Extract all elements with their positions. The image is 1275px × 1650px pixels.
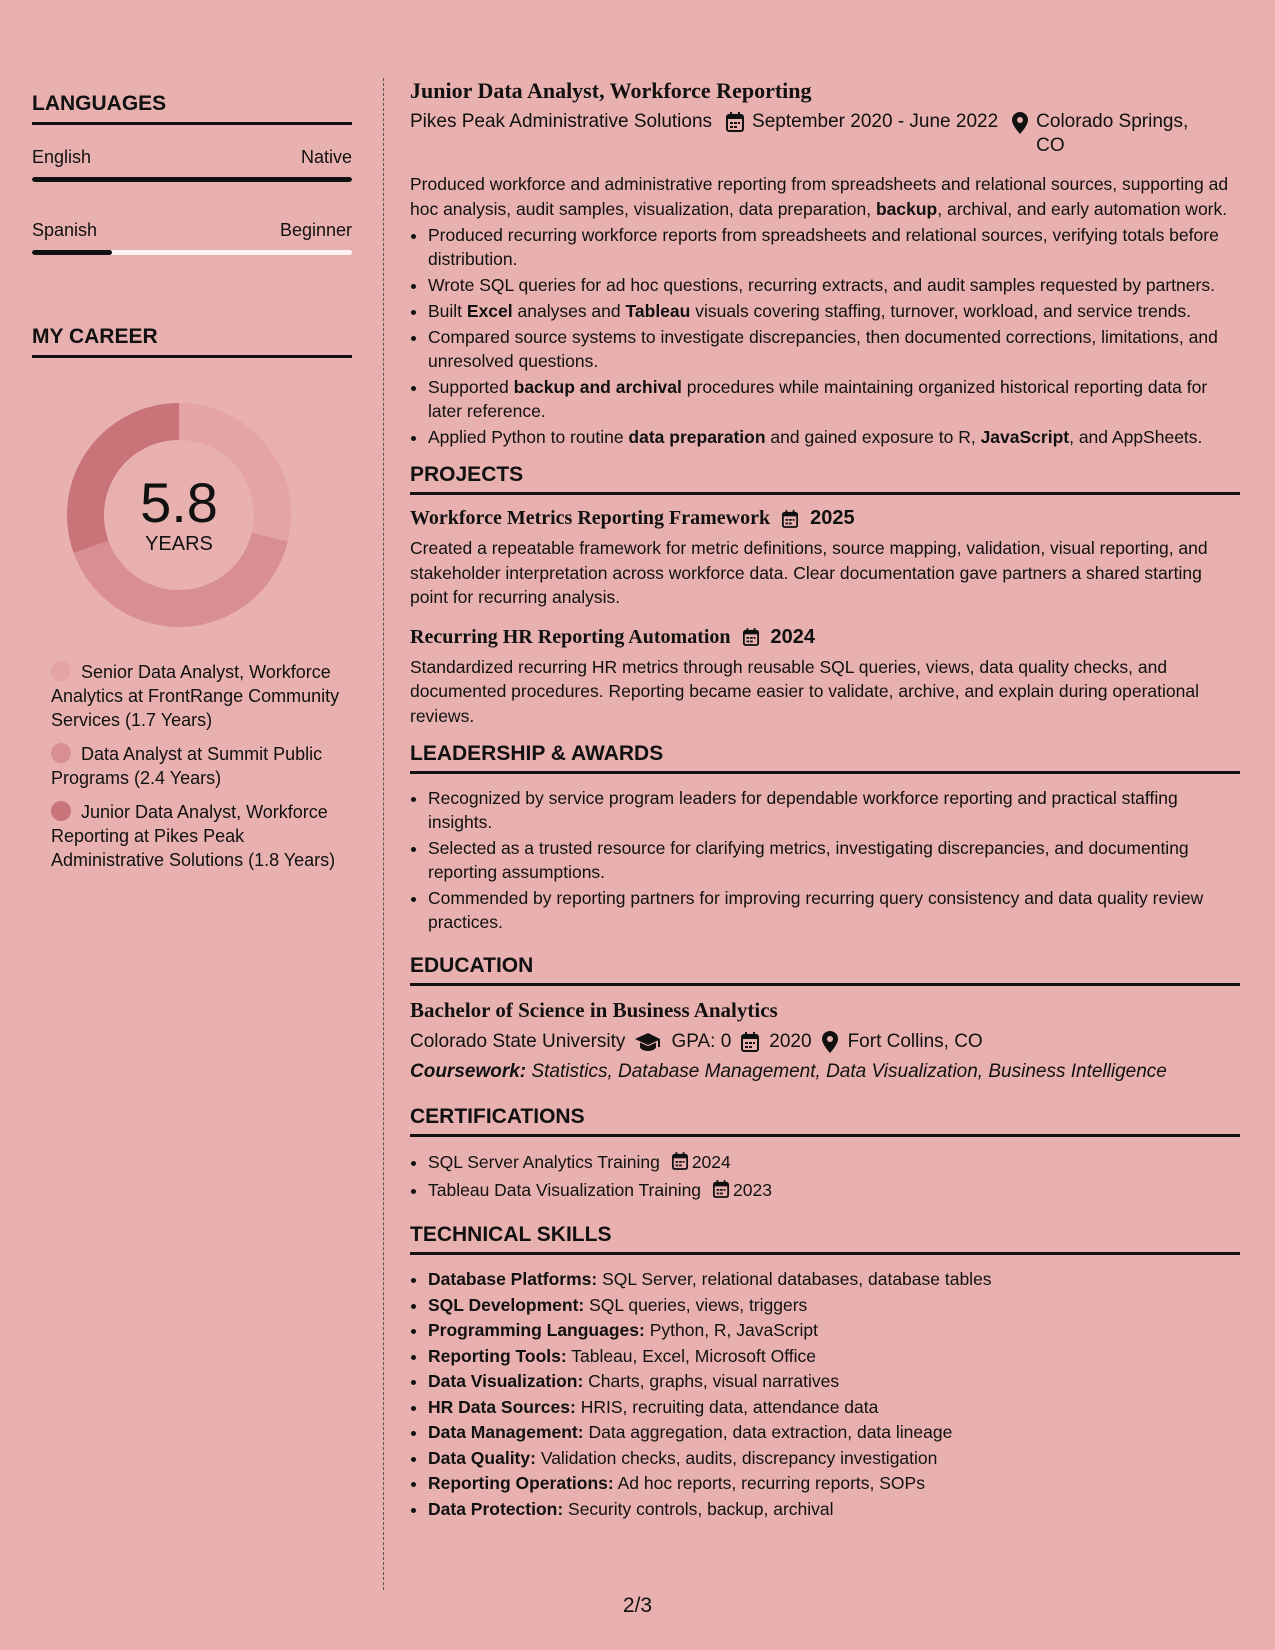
skill-item: [428, 1344, 1240, 1370]
job-bullet: [428, 223, 1240, 271]
language-row: [32, 147, 352, 168]
skill-item: [428, 1267, 1240, 1293]
certification-name: Tableau Data Visualization Training: [428, 1180, 702, 1200]
career-legend-item: [51, 800, 352, 872]
skill-item: [428, 1293, 1240, 1319]
calendar-icon: [782, 510, 804, 528]
skill-value: Charts, graphs, visual narratives: [583, 1371, 840, 1391]
coursework-list: Statistics, Database Management, Data Visualization, Business Intelligence: [526, 1061, 1167, 1082]
text: Produced workforce and administrative reporting from spreadsheets and relational sources, supporting ad hoc analysis, audit samples, visualization, data preparation,: [410, 174, 1229, 219]
calendar-icon: [741, 1032, 759, 1052]
calendar-icon: [726, 112, 744, 132]
skill-item: [428, 1471, 1240, 1497]
skill-item: [428, 1318, 1240, 1344]
column-divider: [383, 78, 384, 1590]
certification-year: 2024: [691, 1152, 731, 1172]
legend-label: Junior Data Analyst, Workforce Reporting at Pikes Peak Administrative Solutions (1.8 Years): [51, 802, 336, 870]
project-year: 2024: [770, 625, 816, 648]
skill-label: Reporting Tools:: [428, 1345, 567, 1366]
certification-year: 2023: [733, 1180, 772, 1200]
legend-label: Senior Data Analyst, Workforce Analytics at FrontRange Community Services (1.7 Years): [51, 662, 340, 730]
skill-label: Programming Languages:: [428, 1320, 645, 1340]
bold-text: backup: [875, 198, 938, 219]
gpa: GPA: 0: [671, 1031, 732, 1052]
languages-heading: LANGUAGES: [32, 92, 352, 125]
language-level: Native: [300, 147, 352, 167]
job-location: Colorado Springs, CO: [1036, 111, 1189, 156]
coursework-label: Coursework:: [410, 1061, 527, 1082]
skill-item: [428, 1369, 1240, 1395]
language-name: Spanish: [32, 220, 98, 240]
skill-value: Data aggregation, data extraction, data lineage: [583, 1422, 953, 1442]
bold-text: Excel: [466, 301, 513, 321]
skills-heading: TECHNICAL SKILLS: [410, 1223, 1240, 1255]
job-dates: September 2020 - June 2022: [752, 111, 999, 132]
skill-label: Reporting Operations:: [428, 1473, 614, 1493]
bold-text: Tableau: [625, 301, 691, 321]
language-row: [32, 220, 352, 241]
sidebar: [32, 92, 352, 882]
skill-value: SQL Server, relational databases, database tables: [597, 1269, 992, 1289]
job-bullet: [428, 325, 1240, 373]
language-list: [32, 147, 352, 255]
main-content: [410, 78, 1240, 1522]
bold-text: backup and archival: [513, 377, 682, 397]
certifications-heading: CERTIFICATIONS: [410, 1105, 1240, 1137]
skill-value: Tableau, Excel, Microsoft Office: [566, 1345, 817, 1366]
language-proficiency-bar: [32, 177, 352, 182]
career-legend-item: [51, 660, 352, 732]
project-year-group: [782, 507, 855, 530]
project-description: Created a repeatable framework for metric definitions, source mapping, validation, visual reporting, and stakeholder interpretation across workforce data. Clear documentation gave partners a shared starting point for recurring analysis.: [410, 538, 1208, 607]
education-meta: [410, 1031, 1240, 1053]
map-pin-icon: [822, 1031, 838, 1053]
school-location: Fort Collins, CO: [847, 1031, 983, 1052]
skill-label: Data Visualization:: [428, 1371, 584, 1391]
project-item: [410, 626, 1240, 729]
map-pin-icon: [1012, 112, 1028, 134]
text: Built: [428, 301, 467, 321]
project-item: [410, 507, 1240, 610]
text: and gained exposure to R,: [765, 427, 981, 447]
text: Supported: [428, 377, 514, 397]
text: procedures while maintaining organized historical reporting data for later reference.: [428, 377, 1208, 421]
skill-value: Security controls, backup, archival: [563, 1498, 834, 1519]
skill-value: Python, R, JavaScript: [644, 1320, 818, 1340]
career-donut-chart: [64, 400, 294, 630]
legend-dot: [51, 661, 71, 681]
certification-item: [428, 1177, 1240, 1205]
career-total-years: 5.8: [140, 470, 218, 534]
career-legend: [32, 660, 352, 872]
language-proficiency-fill: [32, 250, 112, 255]
language-name: English: [32, 147, 92, 167]
projects-list: [410, 507, 1240, 728]
job-bullet: [428, 375, 1240, 423]
skill-label: Database Platforms:: [428, 1269, 598, 1289]
language-proficiency-fill: [32, 177, 352, 182]
job-bullet: [428, 273, 1240, 297]
graduation-year: 2020: [769, 1031, 812, 1052]
project-year: 2025: [810, 507, 855, 529]
graduation-cap-icon: [635, 1033, 661, 1051]
job-bullet: [428, 299, 1240, 323]
job-summary: [410, 172, 1240, 221]
skill-label: Data Management:: [428, 1422, 584, 1442]
degree-title: Bachelor of Science in Business Analytics: [410, 998, 778, 1022]
skill-value: Validation checks, audits, discrepancy investigation: [535, 1447, 938, 1468]
skill-item: [428, 1446, 1240, 1472]
calendar-icon: [743, 628, 765, 646]
skill-label: HR Data Sources:: [428, 1396, 576, 1417]
school-name: Colorado State University: [410, 1031, 626, 1052]
skill-label: Data Quality:: [428, 1447, 536, 1468]
job-bullets: [410, 223, 1240, 449]
skill-value: SQL queries, views, triggers: [584, 1294, 808, 1315]
calendar-icon: [713, 1179, 729, 1205]
text: analyses and: [512, 301, 626, 321]
project-title-row: [410, 626, 1240, 649]
page-number: 2/3: [622, 1594, 653, 1617]
text: Wrote SQL queries for ad hoc questions, recurring extracts, and audit samples requested by partners.: [428, 275, 1215, 295]
project-title-row: [410, 507, 1240, 530]
bold-text: JavaScript: [980, 427, 1070, 447]
skill-value: HRIS, recruiting data, attendance data: [575, 1396, 879, 1417]
project-title: Recurring HR Reporting Automation: [410, 625, 731, 648]
skill-value: Ad hoc reports, recurring reports, SOPs: [613, 1473, 925, 1493]
certification-name: SQL Server Analytics Training: [428, 1152, 660, 1172]
job-bullet: [428, 425, 1240, 449]
career-heading: MY CAREER: [32, 325, 352, 358]
company-name: Pikes Peak Administrative Solutions: [410, 111, 713, 132]
skill-item: [428, 1420, 1240, 1446]
text: visuals covering staffing, turnover, workload, and service trends.: [690, 301, 1191, 321]
skill-item: [428, 1497, 1240, 1523]
project-title: Workforce Metrics Reporting Framework: [410, 507, 771, 529]
text: Compared source systems to investigate discrepancies, then documented corrections, limitations, and unresolved questions.: [428, 327, 1218, 371]
text: Produced recurring workforce reports from spreadsheets and relational sources, verifying totals before distribution.: [428, 225, 1219, 269]
certifications-list: [410, 1149, 1240, 1205]
leadership-item: • Selected as a trusted resource for clarifying metrics, investigating discrepancies, and documenting reporting assumptions.: [428, 836, 1240, 884]
education-heading: EDUCATION: [410, 954, 1240, 986]
skill-item: [428, 1395, 1240, 1421]
career-legend-item: [51, 742, 352, 790]
legend-label: Data Analyst at Summit Public Programs (2.4 Years): [51, 744, 323, 788]
leadership-heading: LEADERSHIP & AWARDS: [410, 742, 1240, 774]
legend-dot: [51, 801, 71, 821]
job-meta: [410, 110, 1240, 158]
skills-list: [410, 1267, 1240, 1522]
text: , archival, and early automation work.: [937, 198, 1228, 219]
language-level: Beginner: [279, 220, 352, 240]
job-title: Junior Data Analyst, Workforce Reporting: [410, 78, 812, 103]
text: Applied Python to routine: [428, 427, 629, 447]
projects-heading: PROJECTS: [410, 463, 1240, 495]
skill-label: SQL Development:: [428, 1294, 585, 1315]
leadership-item: • Recognized by service program leaders for dependable workforce reporting and practical staffing insights.: [428, 786, 1240, 834]
leadership-item: • Commended by reporting partners for improving recurring query consistency and data quality review practices.: [428, 886, 1240, 934]
calendar-icon: [672, 1151, 688, 1177]
text: , and AppSheets.: [1069, 427, 1203, 447]
skill-label: Data Protection:: [428, 1498, 564, 1519]
career-years-unit: YEARS: [145, 532, 213, 555]
coursework: [410, 1061, 1240, 1083]
leadership-list: [410, 786, 1240, 934]
language-proficiency-bar: [32, 250, 352, 255]
project-year-group: [743, 626, 816, 649]
legend-dot: [51, 743, 71, 763]
bold-text: data preparation: [628, 427, 766, 447]
certification-item: [428, 1149, 1240, 1177]
project-description: Standardized recurring HR metrics through reusable SQL queries, views, data quality checks, and documented procedures. Reporting became easier to validate, archive, and explain during operational reviews.: [410, 656, 1199, 726]
